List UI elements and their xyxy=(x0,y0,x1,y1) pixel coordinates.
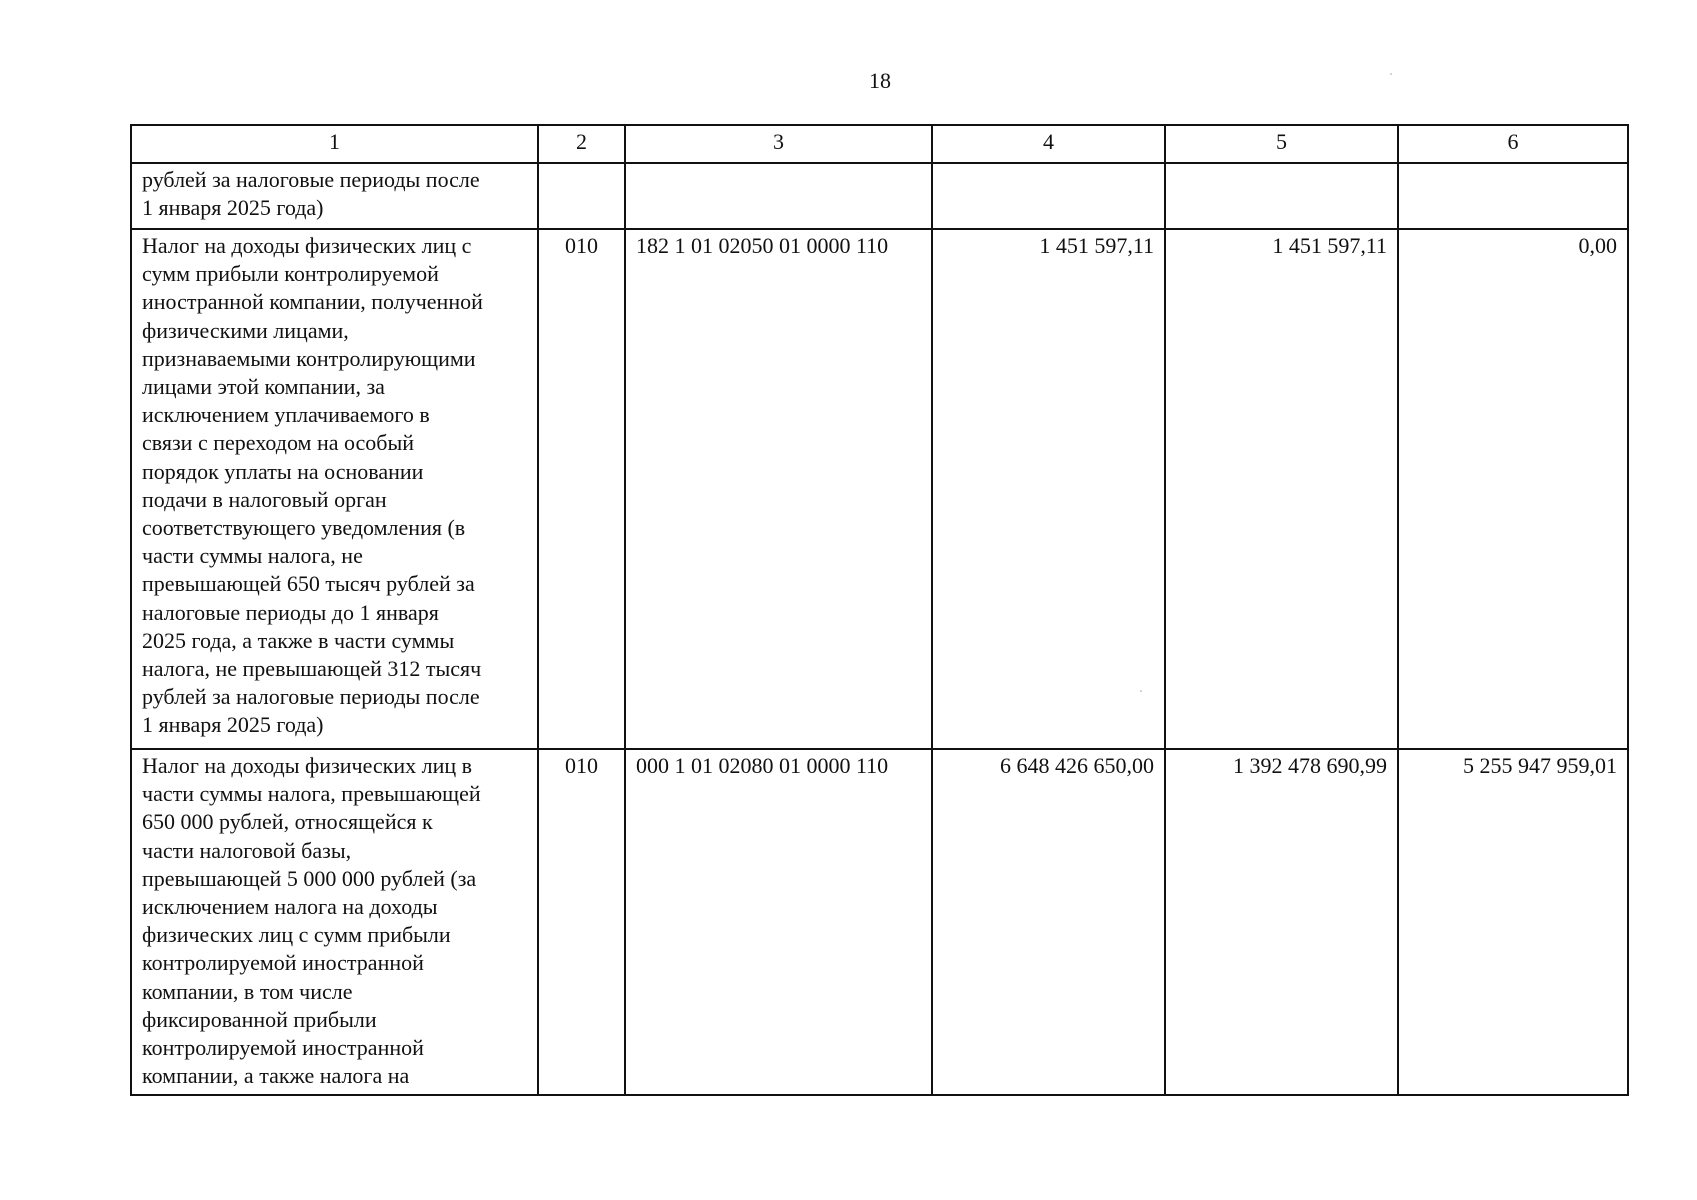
row-approved xyxy=(932,163,1165,229)
row-unexecuted xyxy=(1398,163,1628,229)
row-code xyxy=(538,163,625,229)
row-kbk: 182 1 01 02050 01 0000 110 xyxy=(625,229,932,749)
header-col-5: 5 xyxy=(1165,125,1398,163)
table-row xyxy=(131,229,1628,749)
row-approved: 6 648 426 650,00 xyxy=(932,749,1165,1095)
row-kbk: 000 1 01 02080 01 0000 110 xyxy=(625,749,932,1095)
row-name: Налог на доходы физических лиц в части суммы налога, превышающей 650 000 рублей, относящейся к части налоговой базы, превышающей 5 000 000 рублей (за исключением налога на доходы физических лиц с сумм прибыли контролируемой иностранной компании, в том числе фиксированной прибыли контролируемой иностранной компании, а также налога на xyxy=(142,753,481,1089)
header-col-3: 3 xyxy=(625,125,932,163)
row-unexecuted: 5 255 947 959,01 xyxy=(1398,749,1628,1095)
row-name-cell xyxy=(131,229,538,749)
row-code: 010 xyxy=(538,749,625,1095)
table-row xyxy=(131,749,1628,1095)
row-executed xyxy=(1165,163,1398,229)
row-code: 010 xyxy=(538,229,625,749)
scan-speck xyxy=(1140,690,1142,692)
row-kbk xyxy=(625,163,932,229)
header-col-2: 2 xyxy=(538,125,625,163)
row-approved: 1 451 597,11 xyxy=(932,229,1165,749)
header-row xyxy=(131,125,1628,163)
row-name: Налог на доходы физических лиц с сумм прибыли контролируемой иностранной компании, полученной физическими лицами, признаваемыми контролирующими лицами этой компании, за исключением уплачиваемого в связи с переходом на особый порядок уплаты на основании подачи в налоговый орган соответствующего уведомления (в части суммы налога, не превышающей 650 тысяч рублей за налоговые периоды до 1 января 2025 года, а также в части суммы налога, не превышающей 312 тысяч рублей за налоговые периоды после 1 января 2025 года) xyxy=(142,233,483,738)
header-col-6: 6 xyxy=(1398,125,1628,163)
row-name-cell xyxy=(131,749,538,1095)
page-number: 18 xyxy=(869,68,891,93)
row-name: рублей за налоговые периоды после 1 января 2025 года) xyxy=(142,167,480,221)
row-unexecuted: 0,00 xyxy=(1398,229,1628,749)
table-row xyxy=(131,163,1628,229)
row-name-cell xyxy=(131,163,538,229)
row-executed: 1 392 478 690,99 xyxy=(1165,749,1398,1095)
scan-speck xyxy=(1390,73,1392,75)
header-col-1: 1 xyxy=(131,125,538,163)
header-col-4: 4 xyxy=(932,125,1165,163)
budget-execution-table xyxy=(130,124,1629,1096)
row-executed: 1 451 597,11 xyxy=(1165,229,1398,749)
